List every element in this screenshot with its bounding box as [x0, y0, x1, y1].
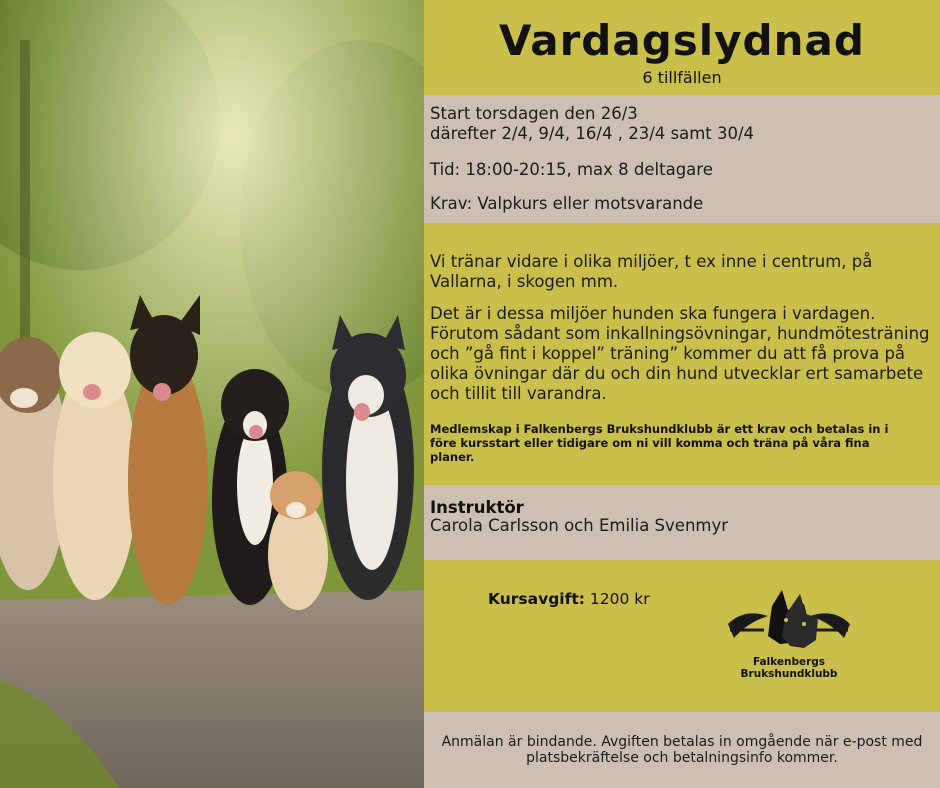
- page-title: Vardagslydnad: [499, 16, 865, 65]
- session-count: 6 tillfällen: [642, 68, 722, 87]
- membership-note: Medlemskap i Falkenbergs Brukshundklubb är ett krav och betalas in i före kursstart eller tidigare om ni vill komma och träna på våra fina planer.: [430, 422, 889, 464]
- fee-label: Kursavgift:: [488, 590, 585, 608]
- footer-note: Anmälan är bindande. Avgiften betalas in omgående när e-post med platsbekräftelse och betalningsinfo kommer.: [441, 734, 923, 766]
- session-dates: därefter 2/4, 9/4, 16/4 , 23/4 samt 30/4: [430, 124, 755, 143]
- instructor-heading: Instruktör: [430, 498, 524, 517]
- description-paragraph-1: Vi tränar vidare i olika miljöer, t ex inne i centrum, på Vallarna, i skogen mm.: [430, 252, 873, 291]
- fee-band: [424, 560, 940, 712]
- session-time: Tid: 18:00-20:15, max 8 deltagare: [430, 160, 713, 179]
- dogs-photo: [0, 0, 424, 788]
- start-date: Start torsdagen den 26/3: [430, 104, 638, 123]
- course-fee: [488, 590, 650, 608]
- dogs-illustration: [0, 0, 424, 788]
- logo-line-1: Falkenbergs: [752, 656, 826, 668]
- fee-value: 1200 kr: [589, 590, 650, 608]
- logo-line-2: Brukshundklubb: [740, 668, 838, 680]
- instructor-names: Carola Carlsson och Emilia Svenmyr: [430, 516, 729, 535]
- info-column: [424, 0, 940, 788]
- requirement: Krav: Valpkurs eller motsvarande: [430, 194, 704, 213]
- description-paragraph-2: Det är i dessa miljöer hunden ska fungera i vardagen. Förutom sådant som inkallningsövningar, hundmötesträning och ”gå fint i koppel” träning” kommer du att få prova på olika övningar där du och din hund utvecklar ert samarbete och tillit till varandra.: [430, 304, 930, 403]
